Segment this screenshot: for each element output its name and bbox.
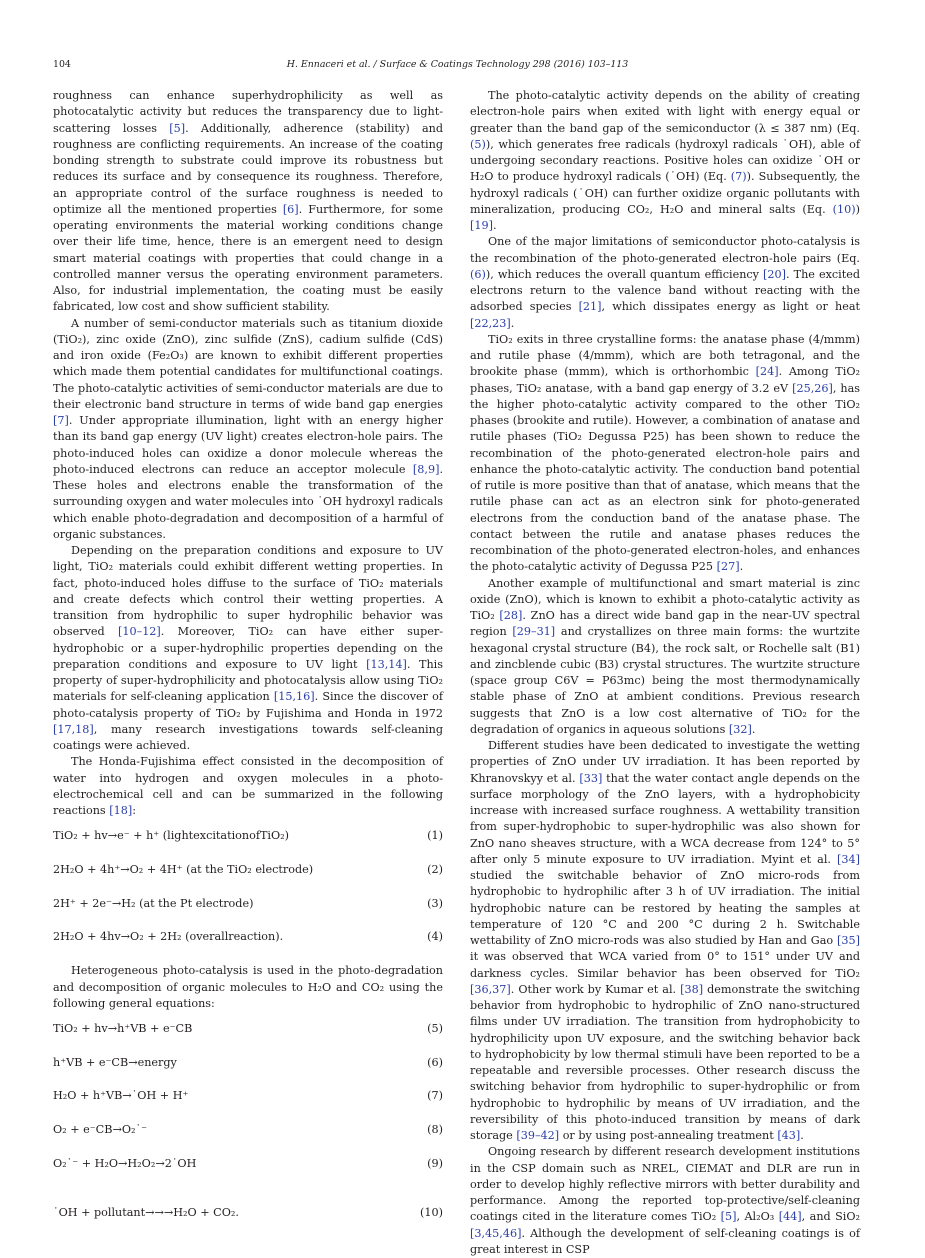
paragraph: TiO₂ exits in three crystalline forms: the anatase phase (4/mmm) and rutile phase (4/mmm), which are both tetragonal, and the brookite phase (mmm), which is orthorhombic [24]. Among TiO₂ phases, TiO₂ anatase, with a band gap energy of 3.2 eV [25,26], has the higher photo-catalytic activity compared to the other TiO₂ phases (brookite and rutile). However, a combination of anatase and rutile phases (TiO₂ Degussa P25) has been shown to reduce the recombination of the photo-generated electron-hole pairs and enhance the photo-catalytic activity. The conduction band potential of rutile is more positive than that of anatase, which means that the rutile phase can act as an electron sink for photo-generated electrons from the conduction band of the anatase phase. The contact between the rutile and anatase phases reduces the recombination of the photo-generated electron-holes, and enhances the photo-catalytic activity of Degussa P25 [27]. [470, 332, 861, 574]
equation-expression: 2H₂O + 4h⁺→O₂ + 4H⁺ (at the TiO₂ electrode) [53, 862, 314, 876]
equation [53, 1055, 443, 1071]
paragraph: roughness can enhance superhydrophilicity as well as photocatalytic activity but reduces the transparency due to light-scattering losses [5]. Additionally, adherence (stability) and roughness are conflicting requirements. An increase of the coating bonding strength to substrate could improve its robustness but reduces its surface and by consequence its roughness. Therefore, an appropriate control of the surface roughness is needed to optimize all the mentioned properties [6]. Furthermore, for some operating environments the material working conditions change over their life time, hence, there is an emergent need to design smart material coatings with properties that could change in a controlled manner versus the operating environment parameters. Also, for industrial implementation, the coating must be easily fabricated, low cost and show sufficient stability. [53, 89, 443, 314]
equation-expression: 2H⁺ + 2e⁻→H₂ (at the Pt electrode) [53, 896, 254, 910]
equation [53, 1021, 443, 1037]
running-title: H. Ennaceri et al. / Surface & Coatings Technology 298 (2016) 103–113 [286, 59, 629, 70]
citation-link[interactable]: [15,16] [273, 690, 315, 704]
citation-link[interactable]: [32] [728, 722, 752, 736]
citation-link[interactable]: [35] [837, 934, 860, 947]
equation-expression: h⁺VB + e⁻CB→energy [53, 1055, 177, 1069]
citation-link[interactable]: [44] [778, 1210, 802, 1224]
citation-link[interactable]: [39–42] [516, 1129, 560, 1142]
equation-number: (6) [427, 1055, 443, 1069]
citation-link[interactable]: [10–12] [118, 625, 161, 639]
equation-link[interactable]: (10) [832, 202, 856, 216]
equation [53, 1205, 443, 1221]
running-header [53, 59, 862, 71]
equation [53, 896, 443, 912]
citation-link[interactable]: [3,45,46] [470, 1226, 522, 1240]
citation-link[interactable]: [6] [282, 202, 299, 216]
equation-number: (1) [427, 829, 443, 843]
equation-link[interactable]: (6) [470, 267, 486, 281]
equation-number: (10) [420, 1205, 443, 1219]
citation-link[interactable]: [8,9] [412, 462, 440, 476]
paragraph: The photo-catalytic activity depends on the ability of creating electron-hole pairs when exited with light with energy equal or greater than the band gap of the semiconductor (λ ≤ 387 nm) (Eq. (5)), which generates free radicals (hydroxyl radicals ˙OH), able of undergoing secondary reactions. Positive holes can oxidize ˙OH or H₂O to produce hydroxyl radicals (˙OH) (Eq. (7)). Subsequently, the hydroxyl radicals (˙OH) can further oxidize organic pollutants with mineralization, producing CO₂, H₂O and mineral salts (Eq. (10)) [19]. [470, 89, 861, 232]
paragraph: Another example of multifunctional and smart material is zinc oxide (ZnO), which is known to exhibit a photo-catalytic activity as TiO₂ [28]. ZnO has a direct wide band gap in the near-UV spectral region [29–31] and crystallizes on three main forms: the wurtzite hexagonal crystal structure (B4), the rock salt, or Rochelle salt (B1) and zincblende cubic (B3) crystal structures. The wurtzite structure (space group C6V = P63mc) being the most thermodynamically stable phase of ZnO at ambient conditions. Previous research suggests that ZnO is a low cost alternative of TiO₂ for the degradation of organics in aqueous solutions [32]. [470, 576, 860, 736]
citation-link[interactable]: [36,37] [470, 982, 511, 996]
citation-link[interactable]: [29–31] [512, 625, 556, 639]
citation-link[interactable]: [34] [837, 852, 860, 866]
citation-link[interactable]: [38] [680, 982, 704, 996]
paragraph: Ongoing research by different research development institutions in the CSP domain such as NREL, CIEMAT and DLR are run in order to develop highly reflective mirrors with better durability and performance. Among the reported top-protective/self-cleaning coatings cited in the literature comes TiO₂ [5], Al₂O₃ [44], and SiO₂ [3,45,46]. Although the development of self-cleaning coatings is of great interest in CSP [470, 1145, 861, 1256]
citation-link[interactable]: [20] [763, 267, 787, 281]
equation-expression: H₂O + h⁺VB→˙OH + H⁺ [53, 1089, 189, 1103]
equation [53, 929, 443, 945]
citation-link[interactable]: [5] [169, 121, 186, 135]
equation-expression: 2H₂O + 4hv→O₂ + 2H₂ (overallreaction). [53, 930, 284, 944]
citation-link[interactable]: [27] [716, 560, 740, 574]
equation [53, 1088, 443, 1104]
citation-link[interactable]: [13,14] [366, 657, 407, 671]
citation-link[interactable]: [43] [777, 1129, 801, 1142]
citation-link[interactable]: [25,26] [792, 381, 833, 395]
equation-number: (2) [427, 862, 443, 876]
citation-link[interactable]: [19] [470, 219, 493, 232]
page-number: 104 [53, 59, 71, 70]
equation-number: (3) [427, 896, 443, 910]
equation-expression: ˙OH + pollutant→→→H₂O + CO₂. [53, 1205, 239, 1219]
paragraph: A number of semi-conductor materials such as titanium dioxide (TiO₂), zinc oxide (ZnO), zinc sulfide (ZnS), cadium sulfide (CdS) and iron oxide (Fe₂O₃) are known to exhibit different properties which made them potential candidates for multifunctional coatings. The photo-catalytic activities of semi-conductor materials are due to their electronic band structure in terms of wide band gap energies [7]. Under appropriate illumination, light with an energy higher than its band gap energy (UV light) creates electron-hole pairs. The photo-induced holes can oxidize a donor molecule whereas the photo-induced electrons can reduce an acceptor molecule [8,9]. These holes and electrons enable the transformation of the surrounding oxygen and water molecules into ˙OH hydroxyl radicals which enable photo-degradation and decomposition of a harmful of organic substances. [53, 316, 443, 541]
paragraph: The Honda-Fujishima effect consisted in the decomposition of water into hydrogen and oxygen molecules in a photo-electrochemical cell and can be summarized in the following reactions [18]: [53, 755, 443, 817]
citation-link[interactable]: [5] [720, 1210, 737, 1224]
equation-number: (5) [427, 1022, 443, 1036]
paragraph: Heterogeneous photo-catalysis is used in the photo-degradation and decomposition of organic molecules to H₂O and CO₂ using the following general equations: [53, 964, 443, 1010]
paragraph: Different studies have been dedicated to investigate the wetting properties of ZnO under UV irradiation. It has been reported by Khranovskyy et al. [33] that the water contact angle depends on the surface morphology of the ZnO layers, with a hydrophobicity increase with increased surface roughness. A wettability transition from super-hydrophobic to super-hydrophilic was also shown for ZnO nano sheaves structure, with a WCA decrease from 124° to 5° after only 5 minute exposure to UV irradiation. Myint et al. [34] studied the switchable behavior of ZnO micro-rods from hydrophobic to hydrophilic after 3 h of UV irradiation. The initial hydrophobic nature can be restored by heating the samples at temperature of 120 °C and 200 °C during 2 h. Switchable wettability of ZnO micro-rods was also studied by Han and Gao [35] it was observed that WCA varied from 0° to 151° under UV and darkness cycles. Similar behavior has been observed for TiO₂ [36,37]. Other work by Kumar et al. [38] demonstrate the switching behavior from hydrophobic to hydrophilic of ZnO nano-structured films under UV irradiation. The transition from hydrophobicity to hydrophilicity upon UV exposure, and the switching behavior back to hydrophobicity by low thermal stimuli have been reported to be a repeatable and reversible processes. Other research discuss the switching behavior from hydrophilic to super-hydrophilic or from hydrophobic to hydrophilic by means of UV irradiation, and the reversibility of this photo-induced transition by means of dark storage [39–42] or by using post-annealing treatment [43]. [470, 739, 861, 1142]
equation [53, 828, 443, 844]
equation-number: (4) [427, 930, 443, 944]
citation-link[interactable]: [22,23] [470, 316, 511, 330]
right-column [470, 88, 860, 1258]
equation [53, 1122, 443, 1138]
citation-link[interactable]: [18] [109, 804, 133, 817]
equation [53, 1156, 443, 1172]
equation-expression: TiO₂ + hv→e⁻ + h⁺ (lightexcitationofTiO₂) [53, 829, 290, 843]
citation-link[interactable]: [24] [755, 365, 779, 379]
equation-expression: O₂˙⁻ + H₂O→H₂O₂→2˙OH [53, 1156, 197, 1170]
citation-link[interactable]: [21] [578, 300, 602, 314]
citation-link[interactable]: [17,18] [53, 722, 94, 736]
equation-number: (8) [427, 1123, 443, 1137]
citation-link[interactable]: [28] [499, 609, 523, 622]
equation-number: (9) [427, 1156, 443, 1170]
citation-link[interactable]: [33] [579, 771, 603, 785]
paragraph: Depending on the preparation conditions and exposure to UV light, TiO₂ materials could exhibit different wetting properties. In fact, photo-induced holes diffuse to the surface of TiO₂ materials and create defects which control their wetting properties. A transition from hydrophilic to super hydrophilic behavior was observed [10–12]. Moreover, TiO₂ can have either super-hydrophobic or a super-hydrophilic properties depending on the preparation conditions and exposure to UV light [13,14]. This property of super-hydrophilicity and photocatalysis allow using TiO₂ materials for self-cleaning application [15,16]. Since the discover of photo-catalysis property of TiO₂ by Fujishima and Honda in 1972 [17,18], many research investigations towards self-cleaning coatings were achieved. [53, 544, 443, 752]
paragraph: One of the major limitations of semiconductor photo-catalysis is the recombination of the photo-generated electron-hole pairs (Eq. (6)), which reduces the overall quantum efficiency [20]. The excited electrons return to the valence band without reacting with the adsorbed species [21], which dissipates energy as light or heat [22,23]. [470, 235, 861, 330]
equation-link[interactable]: (5) [470, 137, 486, 151]
citation-link[interactable]: [7] [53, 414, 69, 427]
equation-link[interactable]: (7) [730, 170, 747, 184]
equation-expression: TiO₂ + hv→h⁺VB + e⁻CB [53, 1022, 193, 1036]
left-column [53, 88, 443, 1221]
equation-expression: O₂ + e⁻CB→O₂˙⁻ [53, 1123, 147, 1137]
equation [53, 862, 443, 878]
equation-number: (7) [427, 1089, 443, 1103]
